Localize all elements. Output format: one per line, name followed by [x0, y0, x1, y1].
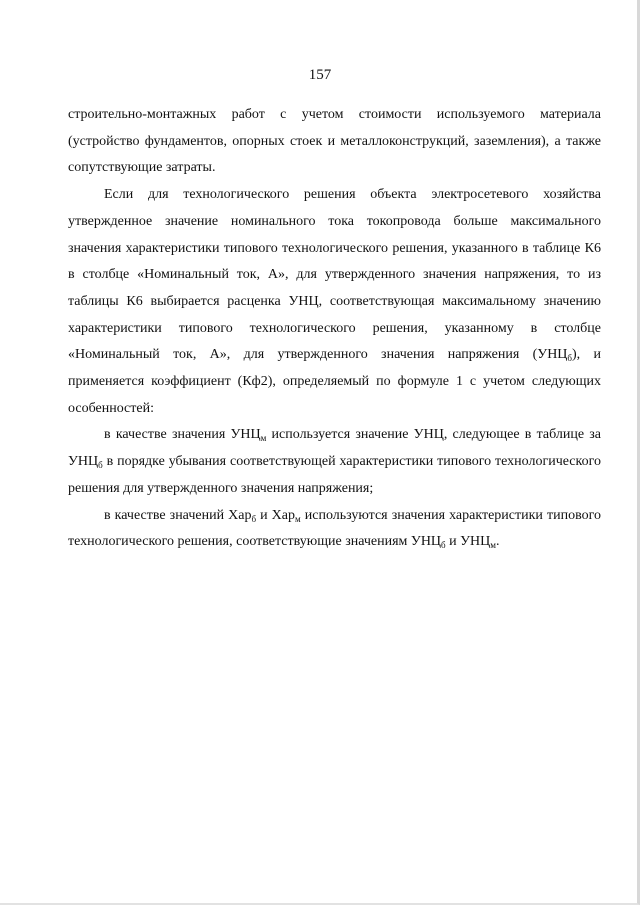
- paragraph-3-text-b: используется значение УНЦ, следующее в таблице за УНЦ: [68, 427, 601, 470]
- subscript-b: б: [251, 513, 257, 524]
- paragraph-4-text-e: .: [495, 534, 500, 550]
- paragraph-2-text: Если для технологического решения объекта электросетевого хозяйства утвержденное значение номинального тока токопровода больше максимального значения характеристики типового технологического решения, указанного в таблице К6 в столбце «Номинальный ток, А», для утвержденного значения напряжения, то из таблицы К6 выбирается расценка УНЦ, соответствующая максимальному значению характеристики типового технологического решения, указанному в столбце «Номинальный ток, А», для утвержденного значения напряжения (УНЦ: [68, 187, 601, 363]
- paragraph-2-tail: ), и применяется коэффициент (Кф2), определяемый по формуле 1 с учетом следующих особенностей:: [68, 347, 601, 416]
- paragraph-3-text-c: в порядке убывания соответствующей характеристики типового технологического решения для утвержденного значения напряжения;: [68, 454, 601, 496]
- paragraph-4-text-d: и УНЦ: [445, 534, 491, 550]
- page-number: 157: [308, 67, 332, 83]
- paragraph-2: [68, 182, 601, 422]
- paragraph-4-text-a: в качестве значений Хар: [104, 507, 252, 523]
- paragraph-3-text-a: в качестве значения УНЦ: [104, 427, 261, 443]
- paragraph-4: [68, 503, 601, 556]
- paragraph-3: [68, 422, 601, 502]
- subscript-b: б: [567, 353, 573, 364]
- subscript-m: м: [490, 540, 496, 551]
- subscript-b: б: [98, 460, 103, 471]
- paragraph-4-text-c: используются значения характеристики типового технологического решения, соответствующие значениям УНЦ: [68, 507, 601, 550]
- paragraph-1: строительно-монтажных работ с учетом стоимости используемого материала (устройство фундаментов, опорных стоек и металлоконструкций, заземления), а также сопутствующие затраты.: [68, 107, 601, 176]
- paragraph-4-text-b: и Хар: [256, 507, 296, 523]
- subscript-m: м: [260, 433, 267, 444]
- subscript-m: м: [295, 513, 301, 524]
- document-body: [68, 102, 601, 556]
- subscript-b: б: [441, 540, 446, 551]
